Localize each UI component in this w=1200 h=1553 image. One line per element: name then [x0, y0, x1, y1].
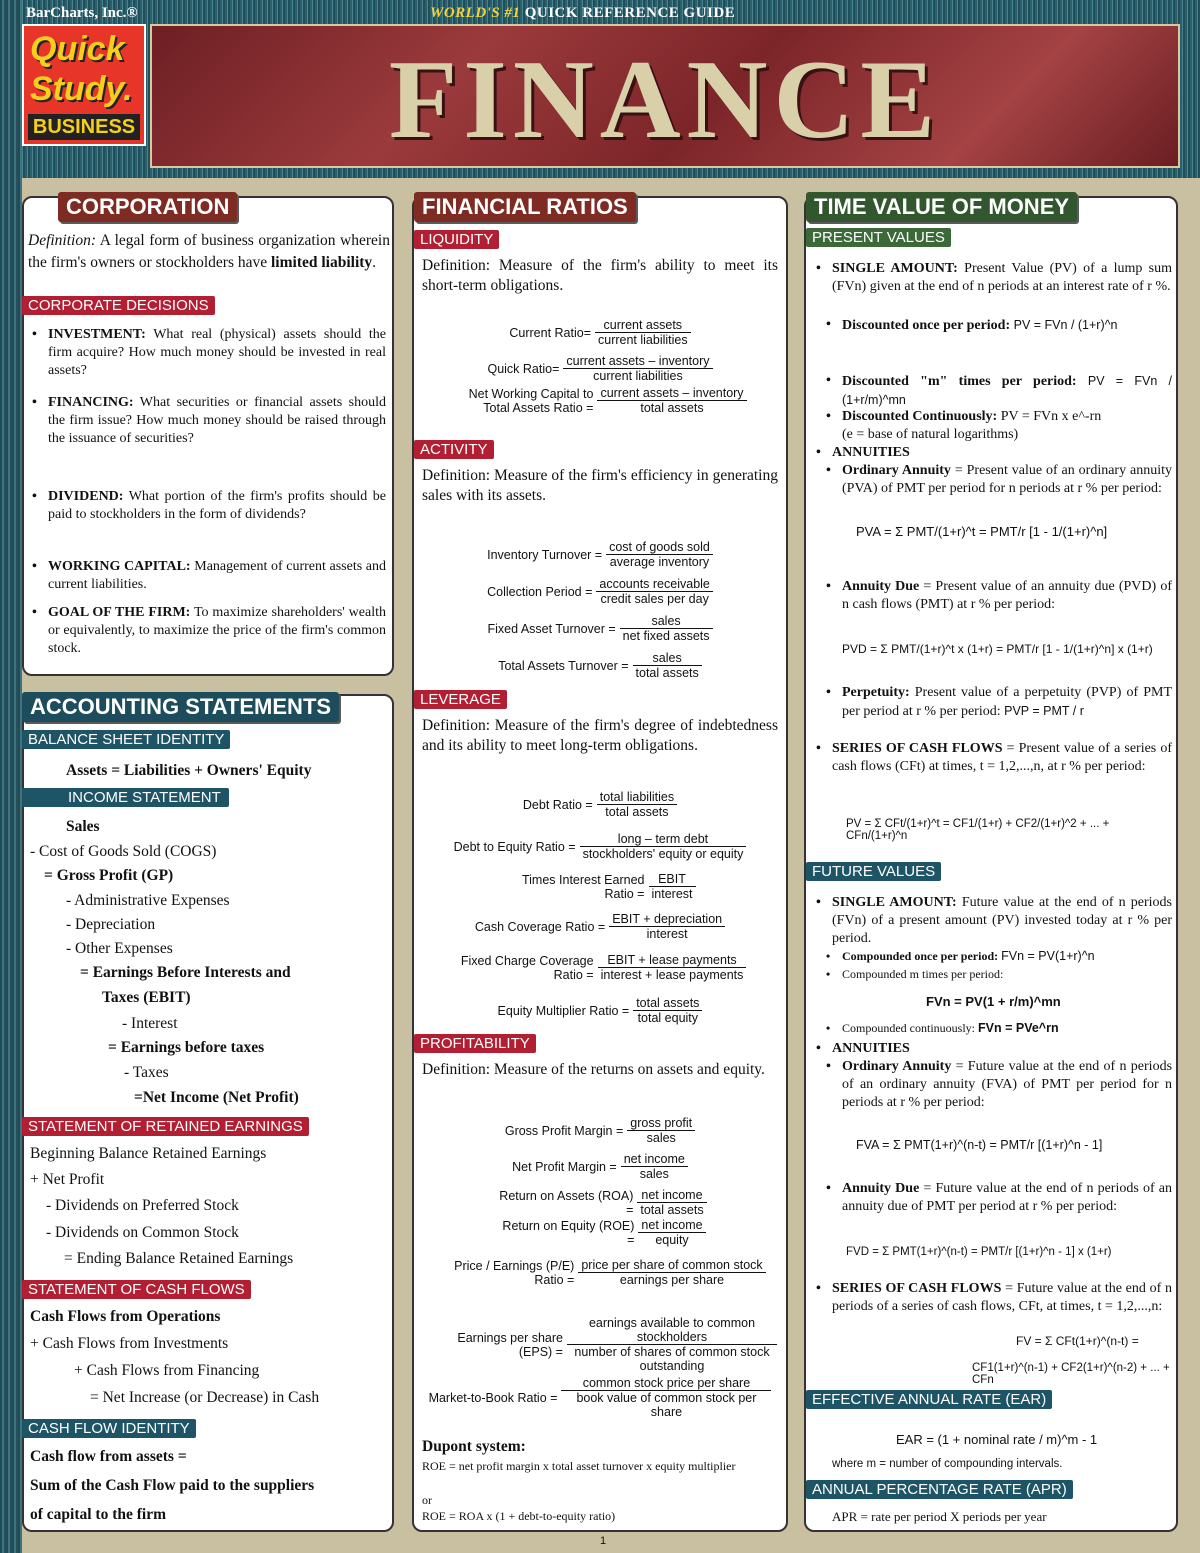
ratio-denominator: interest + lease payments: [600, 968, 744, 982]
term: Perpetuity:: [842, 685, 910, 700]
ratio-label: Return on Equity (ROE) =: [502, 1218, 635, 1247]
ratio-numerator: current assets – inventory: [563, 354, 712, 369]
ratio-formula-activity: [420, 577, 780, 606]
ratio-formula-profit: [420, 1152, 780, 1181]
cashflow-line: + Cash Flows from Financing: [74, 1362, 260, 1379]
equation: PV = FVn x e^-rn: [1000, 409, 1102, 424]
decision-goal: [48, 604, 386, 658]
ratio-denominator: stockholders' equity or equity: [582, 847, 744, 861]
income-statement-title: INCOME STATEMENT: [22, 788, 229, 807]
fv-due-equation: FVD = Σ PMT(1+r)^(n-t) = PMT/r [(1+r)^n - 1] x (1+r): [846, 1246, 1112, 1258]
ratio-denominator: total assets: [635, 666, 699, 680]
left-spine: [0, 0, 22, 1553]
ratio-fraction: [621, 1152, 688, 1181]
term: Compounded continuously:: [842, 1021, 975, 1035]
text: = Present value of an annuity due (PVD) of n cash flows (PMT) at r % per period:: [842, 579, 1172, 612]
ratio-formula-profit: [420, 1116, 780, 1145]
ratio-denominator: credit sales per day: [600, 592, 709, 606]
cashflow-line: + Cash Flows from Investments: [30, 1335, 229, 1352]
tagline: [430, 5, 735, 22]
ratio-fraction: [633, 996, 702, 1025]
ratio-fraction: [580, 832, 747, 861]
note: (e = base of natural logarithms): [842, 427, 1019, 442]
income-line: Taxes (EBIT): [102, 989, 191, 1006]
tvm-title: TIME VALUE OF MONEY: [806, 192, 1077, 222]
term: Ordinary Annuity: [842, 1059, 952, 1074]
ratio-fraction: [638, 1218, 705, 1247]
ratio-label: Cash Coverage Ratio =: [474, 919, 606, 934]
decision-investment: [48, 326, 386, 380]
ratio-formula-liquidity: [420, 386, 780, 415]
pv-series: [832, 740, 1172, 776]
accounting-panel: [22, 694, 394, 1532]
pv-single-amount: [832, 260, 1172, 296]
ratio-numerator: total liabilities: [597, 790, 677, 805]
activity-title: ACTIVITY: [414, 440, 494, 459]
income-line: = Earnings before taxes: [108, 1039, 265, 1056]
ratio-numerator: current assets: [595, 318, 691, 333]
balance-sheet-title: BALANCE SHEET IDENTITY: [22, 730, 230, 749]
text: Future value at the end of n periods (FVn) of a present amount (PV) invested today at r % per period.: [832, 895, 1173, 946]
pv-continuous: [842, 408, 1172, 444]
ratio-denominator: total equity: [637, 1011, 699, 1025]
ratio-formula-leverage: [420, 953, 780, 982]
decision-term: FINANCING:: [48, 395, 134, 410]
fv-ordinary-equation: FVA = Σ PMT(1+r)^(n-t) = PMT/r [(1+r)^n - 1]: [856, 1138, 1103, 1152]
decision-text: What portion of the firm's profits should be paid to stockholders in the form of dividends?: [48, 489, 387, 522]
dupont-title: Dupont system:: [422, 1438, 526, 1455]
retained-line: - Dividends on Preferred Stock: [46, 1197, 239, 1214]
ratio-fraction: [578, 1258, 765, 1287]
ratio-fraction: [567, 1316, 777, 1373]
ratio-label: Net Profit Margin =: [512, 1159, 617, 1174]
fv-annuity-due: [842, 1180, 1172, 1216]
ratio-denominator: interest: [651, 887, 693, 901]
ear-note: where m = number of compounding intervals.: [832, 1458, 1063, 1470]
ratio-formula-leverage: [420, 912, 780, 941]
ratio-denominator: total assets: [640, 401, 704, 415]
income-line: - Cost of Goods Sold (COGS): [30, 843, 217, 860]
term: Compounded once per period:: [842, 949, 999, 963]
term: Annuity Due: [842, 1181, 920, 1196]
equation: PVP = PMT / r: [1004, 704, 1084, 718]
leverage-title: LEVERAGE: [414, 690, 507, 709]
title-banner: [150, 24, 1180, 168]
retained-line: - Dividends on Common Stock: [46, 1224, 239, 1241]
ratio-denominator: total assets: [605, 805, 669, 819]
text: Present Value (PV) of a lump sum (FVn) given at the end of n periods at an interest rate of r %.: [832, 261, 1172, 294]
corporation-panel: [22, 196, 394, 676]
ratio-fraction: [649, 872, 696, 901]
ratio-denominator: sales: [639, 1167, 669, 1181]
ratio-label: Net Working Capital to Total Assets Ratio =: [468, 386, 594, 415]
ratio-label: Total Assets Turnover =: [498, 658, 629, 673]
ratio-denominator: equity: [655, 1233, 689, 1247]
ratio-denominator: total assets: [640, 1203, 704, 1217]
ratio-label: Quick Ratio=: [487, 361, 560, 376]
ratio-label: Fixed Asset Turnover =: [487, 621, 616, 636]
accounting-title: ACCOUNTING STATEMENTS: [22, 692, 339, 722]
retained-line: = Ending Balance Retained Earnings: [64, 1250, 294, 1267]
ear-title: EFFECTIVE ANNUAL RATE (EAR): [806, 1390, 1052, 1409]
ratio-numerator: gross profit: [627, 1116, 695, 1131]
income-line: Sales: [66, 818, 100, 835]
term: SERIES OF CASH FLOWS: [832, 1281, 1002, 1296]
ratio-label: Fixed Charge Coverage Ratio =: [460, 953, 594, 982]
ratio-numerator: earnings available to common stockholders: [567, 1316, 777, 1345]
text: = Future value at the end of n periods of an ordinary annuity (FVA) of PMT per period for n periods at r % per period:: [842, 1059, 1173, 1110]
ratio-label: Gross Profit Margin =: [504, 1123, 624, 1138]
ratio-numerator: EBIT + depreciation: [609, 912, 725, 927]
pv-ordinary-equation: PVA = Σ PMT/(1+r)^t = PMT/r [1 - 1/(1+r)^n]: [856, 524, 1108, 539]
ratio-fraction: [606, 540, 713, 569]
fv-continuous: [842, 1020, 1172, 1037]
liquidity-title: LIQUIDITY: [414, 230, 499, 249]
corporation-definition-text: A legal form of business organization wherein the firm's owners or stockholders have limited liability.: [28, 232, 390, 271]
pv-annuities: • ANNUITIES: [832, 444, 1162, 462]
ratio-fraction: [561, 1376, 771, 1419]
ratio-fraction: [627, 1116, 695, 1145]
income-line: - Taxes: [124, 1064, 169, 1081]
fv-series: [832, 1280, 1172, 1316]
ratio-label: Earnings per share (EPS) =: [457, 1330, 563, 1359]
ratio-numerator: net income: [637, 1188, 706, 1203]
pv-once: [842, 316, 1172, 335]
ratio-numerator: price per share of common stock: [578, 1258, 765, 1273]
decision-working-capital: [48, 558, 386, 594]
ratio-numerator: EBIT + lease payments: [598, 953, 747, 968]
fv-m-times: • Compounded m times per period:: [842, 966, 1172, 983]
text: Present value of a perpetuity (PVP) of PMT per period at r % per period:: [842, 685, 1172, 719]
ratio-formula-profit: [420, 1316, 780, 1373]
ratio-numerator: EBIT: [649, 872, 696, 887]
perpetuity: [842, 684, 1172, 721]
retained-earnings-title: STATEMENT OF RETAINED EARNINGS: [22, 1117, 309, 1136]
decision-text: To maximize shareholders' wealth or equivalently, to maximize the price of the firm's common stock.: [48, 605, 386, 656]
ratio-label: Times Interest Earned Ratio =: [521, 872, 645, 901]
future-values-title: FUTURE VALUES: [806, 862, 941, 881]
ratio-fraction: [633, 651, 702, 680]
liquidity-definition: Definition: Measure of the firm's ability to meet its short-term obligations.: [422, 257, 778, 294]
fv-annuities: • ANNUITIES: [832, 1040, 1162, 1058]
term: SERIES OF CASH FLOWS: [832, 741, 1003, 756]
term: SINGLE AMOUNT:: [832, 261, 958, 276]
ratio-numerator: common stock price per share: [561, 1376, 771, 1391]
activity-definition: Definition: Measure of the firm's efficiency in generating sales with its assets.: [422, 467, 778, 504]
term: Ordinary Annuity: [842, 463, 951, 478]
ratio-denominator: number of shares of common stock outstanding: [574, 1345, 770, 1373]
fv-single-amount: [832, 894, 1172, 948]
ratio-formula-leverage: [420, 872, 780, 901]
dupont-or: or: [422, 1493, 432, 1507]
equation: PV = FVn / (1+r/m)^mn: [842, 374, 1172, 407]
cash-flows-title: STATEMENT OF CASH FLOWS: [22, 1280, 251, 1299]
term: Annuity Due: [842, 579, 920, 594]
logo-line1: Quick: [30, 30, 125, 68]
ratio-formula-profit: [420, 1258, 780, 1287]
income-line: =Net Income (Net Profit): [134, 1089, 299, 1106]
fv-series-equation-2: CF1(1+r)^(n-1) + CF2(1+r)^(n-2) + ... + CFn: [972, 1362, 1170, 1386]
dupont-formula-1: ROE = net profit margin x total asset turnover x equity multiplier: [422, 1459, 736, 1473]
fv-ordinary-annuity: [842, 1058, 1172, 1112]
page-title: FINANCE: [388, 38, 942, 162]
ratio-formula-liquidity: [420, 354, 780, 383]
logo-line2: Study.: [30, 70, 133, 108]
page-number: 1: [600, 1535, 607, 1547]
ratio-fraction: [609, 912, 725, 941]
ratio-fraction: [595, 318, 691, 347]
decision-text: What securities or financial assets should the firm issue? How much money should be raised through the issuance of securities?: [48, 395, 387, 446]
term: Discounted once per period:: [842, 318, 1011, 333]
identity-line: of capital to the firm: [30, 1506, 167, 1523]
ratio-numerator: long – term debt: [580, 832, 747, 847]
income-line: - Other Expenses: [66, 940, 173, 957]
cashflow-line: Cash Flows from Operations: [30, 1308, 221, 1325]
ratio-formula-profit: [420, 1188, 780, 1217]
ratio-denominator: current liabilities: [598, 333, 688, 347]
decision-term: GOAL OF THE FIRM:: [48, 605, 191, 620]
identity-line: Sum of the Cash Flow paid to the suppliers: [30, 1477, 315, 1494]
decision-term: INVESTMENT:: [48, 327, 146, 342]
ratio-formula-liquidity: [420, 318, 780, 347]
profitability-title: PROFITABILITY: [414, 1034, 536, 1053]
ratio-label: Inventory Turnover =: [487, 547, 603, 562]
income-line: - Administrative Expenses: [66, 892, 230, 909]
income-line: = Earnings Before Interests and: [80, 964, 291, 981]
ratio-label: Return on Assets (ROA) =: [499, 1188, 634, 1217]
ratio-fraction: [563, 354, 712, 383]
fv-m-equation: FVn = PV(1 + r/m)^mn: [926, 994, 1061, 1009]
ratio-label: Equity Multiplier Ratio =: [497, 1003, 630, 1018]
ratio-fraction: [620, 614, 713, 643]
retained-line: + Net Profit: [30, 1171, 105, 1188]
ratio-label: Debt to Equity Ratio =: [453, 839, 576, 854]
pv-annuity-due: [842, 578, 1172, 614]
decision-term: WORKING CAPITAL:: [48, 559, 191, 574]
apr-title: ANNUAL PERCENTAGE RATE (APR): [806, 1480, 1073, 1499]
term: SINGLE AMOUNT:: [832, 895, 957, 910]
balance-equation: Assets = Liabilities + Owners' Equity: [66, 762, 312, 779]
corporate-decisions-title: CORPORATE DECISIONS: [22, 296, 215, 315]
fv-series-equation-1: FV = Σ CFt(1+r)^(n-t) =: [1016, 1334, 1139, 1348]
text: = Future value at the end of n periods of an annuity due of PMT per period at r % per period:: [842, 1181, 1173, 1214]
publisher-name: BarCharts, Inc.®: [26, 5, 138, 21]
decision-financing: [48, 394, 386, 448]
income-line: - Interest: [122, 1015, 178, 1032]
ratio-fraction: [598, 953, 747, 982]
leverage-definition: Definition: Measure of the firm's degree of indebtedness and its ability to meet long-term obligations.: [422, 717, 778, 754]
quickstudy-logo: [22, 24, 146, 146]
ratio-numerator: sales: [620, 614, 713, 629]
ratio-numerator: sales: [633, 651, 702, 666]
identity-line: Cash flow from assets =: [30, 1448, 187, 1465]
ratio-label: Current Ratio=: [509, 325, 591, 340]
equation: FVn = PV(1+r)^n: [1001, 949, 1095, 963]
corporation-title: CORPORATION: [58, 192, 237, 222]
ratio-formula-activity: [420, 614, 780, 643]
ratio-formula-leverage: [420, 832, 780, 861]
ratio-denominator: interest: [646, 927, 688, 941]
financial-ratios-title: FINANCIAL RATIOS: [414, 192, 636, 222]
equation: PV = FVn / (1+r)^n: [1013, 318, 1118, 332]
pv-m-times: [842, 372, 1172, 410]
term: Discounted "m" times per period:: [842, 374, 1077, 389]
ratio-formula-leverage: [420, 996, 780, 1025]
ratio-formula-activity: [420, 651, 780, 680]
ratio-formula-profit: [420, 1376, 780, 1419]
decision-text: Management of current assets and current liabilities.: [48, 559, 387, 592]
profitability-definition: Definition: Measure of the returns on assets and equity.: [422, 1061, 765, 1078]
ratio-fraction: [597, 386, 746, 415]
corporation-definition: [28, 230, 390, 274]
ratio-fraction: [597, 790, 677, 819]
pv-due-equation: PVD = Σ PMT/(1+r)^t x (1+r) = PMT/r [1 - 1/(1+r)^n] x (1+r): [842, 642, 1153, 656]
text: = Present value of an ordinary annuity (PVA) of PMT per period for n periods at r % per period:: [842, 463, 1172, 496]
ratio-formula-activity: [420, 540, 780, 569]
ratio-label: Price / Earnings (P/E) Ratio =: [454, 1258, 575, 1287]
definition-label: Definition:: [28, 232, 97, 249]
ratio-denominator: earnings per share: [619, 1273, 725, 1287]
retained-line: Beginning Balance Retained Earnings: [30, 1145, 267, 1162]
ratio-numerator: accounts receivable: [596, 577, 712, 592]
ratio-fraction: [637, 1188, 706, 1217]
decision-term: DIVIDEND:: [48, 489, 124, 504]
ratio-label: Debt Ratio =: [522, 797, 593, 812]
ratio-numerator: cost of goods sold: [606, 540, 713, 555]
ratio-fraction: [596, 577, 712, 606]
income-line: = Gross Profit (GP): [44, 867, 174, 884]
fv-once: [842, 948, 1172, 965]
ratio-denominator: current liabilities: [593, 369, 683, 383]
ratio-label: Market-to-Book Ratio =: [428, 1390, 558, 1405]
tagline-highlight: WORLD'S #1: [430, 5, 521, 21]
ratio-numerator: net income: [621, 1152, 688, 1167]
ratio-label: Collection Period =: [487, 584, 593, 599]
logo-line3: BUSINESS: [28, 114, 140, 140]
cash-flow-identity-title: CASH FLOW IDENTITY: [22, 1419, 196, 1438]
pv-series-equation: PV = Σ CFt/(1+r)^t = CF1/(1+r) + CF2/(1+r)^2 + ... + CFn/(1+r)^n: [846, 818, 1110, 842]
ratio-formula-leverage: [420, 790, 780, 819]
decision-text: What real (physical) assets should the firm acquire? How much money should be invested in real assets?: [48, 327, 386, 378]
ratio-numerator: net income: [638, 1218, 705, 1233]
apr-equation: APR = rate per period X periods per year: [832, 1509, 1047, 1524]
ratio-denominator: average inventory: [609, 555, 710, 569]
present-values-title: PRESENT VALUES: [806, 228, 951, 247]
term: Discounted Continuously:: [842, 409, 998, 424]
ratio-formula-profit: [420, 1218, 780, 1247]
ear-equation: EAR = (1 + nominal rate / m)^m - 1: [896, 1432, 1098, 1447]
ratio-numerator: total assets: [633, 996, 702, 1011]
dupont-formula-2: ROE = ROA x (1 + debt-to-equity ratio): [422, 1509, 616, 1523]
decision-dividend: [48, 488, 386, 524]
pv-ordinary-annuity: [842, 462, 1172, 498]
ratio-denominator: book value of common stock per share: [576, 1391, 757, 1419]
ratio-numerator: current assets – inventory: [597, 386, 746, 401]
tagline-rest: QUICK REFERENCE GUIDE: [524, 5, 736, 21]
equation: FVn = PVe^rn: [978, 1021, 1059, 1035]
text: = Present value of a series of cash flows (CFt) at times, t = 1,2,...,n, at r % per period:: [832, 741, 1173, 774]
income-line: - Depreciation: [66, 916, 156, 933]
text: = Future value at the end of n periods of a series of cash flows, CFt, at times, t = 1,2,...,n:: [832, 1281, 1172, 1314]
ratio-denominator: sales: [646, 1131, 676, 1145]
ratio-denominator: net fixed assets: [622, 629, 710, 643]
cashflow-line: = Net Increase (or Decrease) in Cash: [90, 1389, 320, 1406]
